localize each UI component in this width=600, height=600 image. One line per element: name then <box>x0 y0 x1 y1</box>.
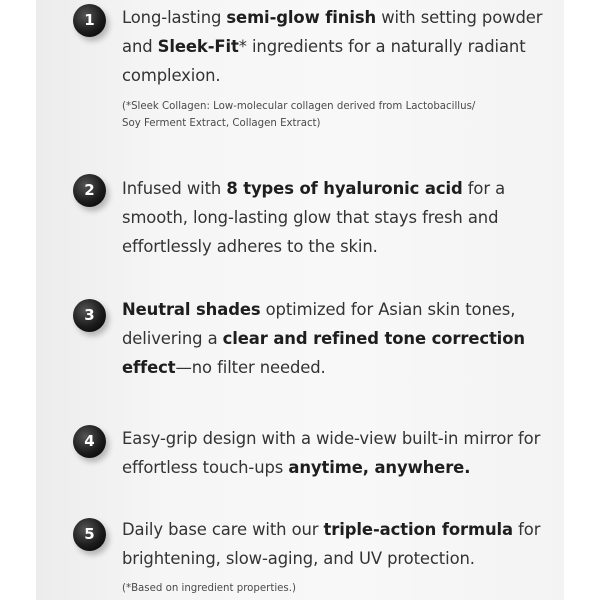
number-badge: 3 <box>73 299 106 332</box>
feature-text-part: with setting powder and <box>122 8 543 56</box>
footnote-line: Soy Ferment Extract, Collagen Extract) <box>122 118 321 129</box>
feature-text-highlight: triple-action formula <box>323 520 514 539</box>
number-badge: 5 <box>73 518 106 551</box>
feature-text-part: for brightening, slow-aging, and UV protection. <box>122 520 541 568</box>
feature-text-highlight: anytime, anywhere. <box>288 458 471 477</box>
feature-text-part: for a smooth, long-lasting glow that stays fresh and effortlessly adheres to the skin. <box>122 179 506 256</box>
feature-text-highlight: clear and refined tone correction effect <box>122 329 525 377</box>
feature-text <box>122 3 572 90</box>
feature-text-part: Daily base care with our <box>122 520 324 539</box>
feature-text <box>122 424 572 482</box>
feature-text-part: Long-lasting <box>122 8 227 27</box>
feature-text <box>122 515 572 573</box>
feature-text <box>122 174 572 261</box>
feature-text-highlight: Neutral shades <box>122 300 261 319</box>
number-badge: 4 <box>73 425 106 458</box>
number-badge: 1 <box>73 4 106 37</box>
feature-text <box>122 295 572 382</box>
number-badge: 2 <box>73 174 106 207</box>
feature-text-highlight: 8 types of hyaluronic acid <box>226 179 463 198</box>
feature-text-part: —no filter needed. <box>175 358 326 377</box>
feature-text-highlight: semi-glow finish <box>226 8 377 27</box>
feature-text-highlight: Sleek-Fit <box>157 37 239 56</box>
footnote-line: (*Based on ingredient properties.) <box>122 583 296 594</box>
footnote <box>122 98 562 132</box>
feature-text-part: Easy-grip design with a wide-view built-in mirror for effortless touch-ups <box>122 429 541 477</box>
feature-text-part: optimized for Asian skin tones, delivering a <box>122 300 516 348</box>
feature-text-part: * ingredients for a naturally radiant complexion. <box>122 37 526 85</box>
footnote-line: (*Sleek Collagen: Low-molecular collagen derived from Lactobacillus/ <box>122 101 476 112</box>
feature-text-part: Infused with <box>122 179 227 198</box>
footnote <box>122 580 562 597</box>
